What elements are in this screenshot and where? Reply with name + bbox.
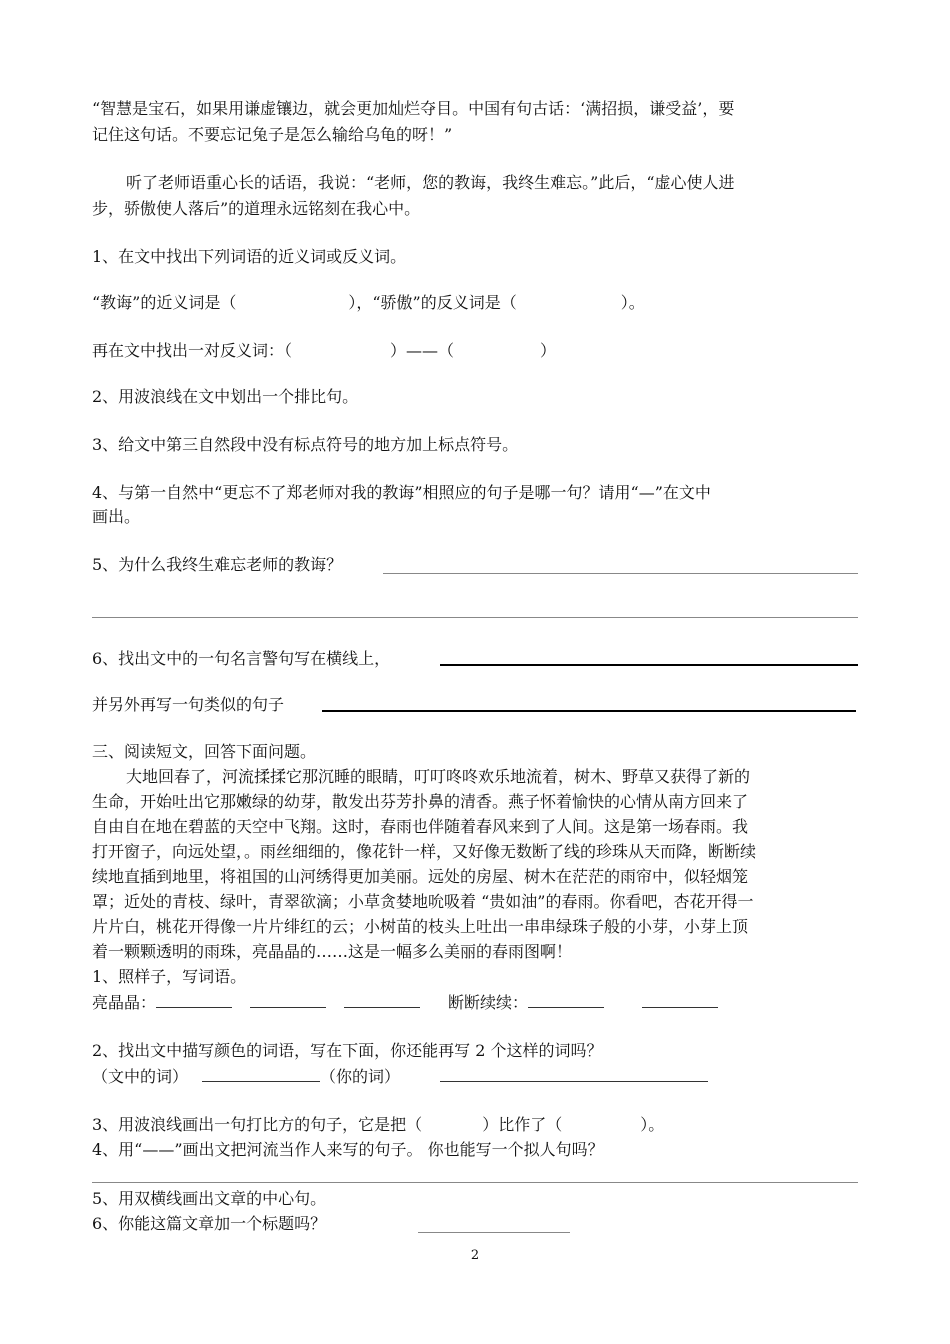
- q1a-text-1: “教诲”的近义词是（: [92, 293, 237, 312]
- blank-aab-1[interactable]: [156, 991, 232, 1008]
- q1a-text-3: ）。: [620, 293, 645, 312]
- s3-question-1: 1、照样子，写词语。: [92, 967, 247, 986]
- page-number: 2: [470, 1248, 480, 1263]
- q1b-text-1: 再在文中找出一对反义词：（: [92, 341, 293, 360]
- passage-line-7: 片片白，桃花开得像一片片绯红的云；小树苗的枝头上吐出一串串绿珠子般的小芽，小芽上顶: [92, 917, 749, 936]
- paragraph-2-line-1: 听了老师语重心长的话语，我说：“老师，您的教诲，我终生难忘。”此后，“虚心使人进: [126, 173, 735, 192]
- answer-line-q5-2[interactable]: [92, 617, 858, 618]
- question-6-a: 6、找出文中的一句名言警句写在横线上，: [92, 649, 391, 668]
- s3-question-4: 4、用“——”画出文把河流当作人来写的句子。 你也能写一个拟人句吗？: [92, 1140, 604, 1159]
- question-2: 2、用波浪线在文中划出一个排比句。: [92, 387, 359, 406]
- blank-aabb-1[interactable]: [528, 991, 604, 1008]
- s3-q3-text-3: ）。: [640, 1115, 665, 1134]
- q1b-text-3: ）: [540, 341, 557, 360]
- passage-line-6: 罩；近处的青枝、绿叶，青翠欲滴；小草贪婪地吮吸着 “贵如油”的春雨。你看吧，杏花开得一: [92, 892, 754, 911]
- answer-line-title[interactable]: [418, 1232, 570, 1233]
- label-your-words: （你的词）: [320, 1067, 401, 1086]
- passage-line-3: 自由自在地在碧蓝的天空中飞翔。这时，春雨也伴随着春风来到了人间。这是第一场春雨。我: [92, 817, 749, 836]
- question-3: 3、给文中第三自然段中没有标点符号的地方加上标点符号。: [92, 435, 519, 454]
- s3-question-5: 5、用双横线画出文章的中心句。: [92, 1189, 327, 1208]
- blank-aab-3[interactable]: [344, 991, 420, 1008]
- passage-line-4: 打开窗子，向远处望，。雨丝细细的，像花针一样，又好像无数断了线的珍珠从天而降，断断续: [92, 842, 757, 861]
- label-words-in-text: （文中的词）: [92, 1067, 189, 1086]
- blank-text-words[interactable]: [202, 1065, 320, 1082]
- section-3-title: 三、阅读短文，回答下面问题。: [92, 742, 317, 761]
- answer-line-q6-b[interactable]: [322, 710, 856, 712]
- passage-line-1: 大地回春了，河流揉揉它那沉睡的眼睛，叮叮咚咚欢乐地流着，树木、野草又获得了新的: [126, 767, 751, 786]
- s3-q3-text-2: ）比作了（: [482, 1115, 563, 1134]
- question-1-antonym-pair: [92, 340, 556, 362]
- question-1: 1、在文中找出下列词语的近义词或反义词。: [92, 247, 407, 266]
- passage-line-2: 生命，开始吐出它那嫩绿的幼芽，散发出芬芳扑鼻的清香。燕子怀着愉快的心情从南方回来了: [92, 792, 749, 811]
- example-duanduanxuxu: 断断续续：: [448, 993, 529, 1012]
- q1a-text-2: ），“骄傲”的反义词是（: [348, 293, 517, 312]
- answer-line-q6-a[interactable]: [440, 664, 858, 666]
- s3-question-6: 6、你能这篇文章加一个标题吗？: [92, 1214, 327, 1233]
- q1b-text-2: ）——（: [390, 341, 455, 360]
- s3-question-2-answers: [92, 1065, 708, 1088]
- question-4-line-1: 4、与第一自然中“更忘不了郑老师对我的教诲”相照应的句子是哪一句？请用“—”在文中: [92, 483, 711, 502]
- paragraph-2-line-2: 步，骄傲使人落后”的道理永远铭刻在我心中。: [92, 199, 421, 218]
- s3-question-3: [92, 1114, 664, 1136]
- answer-line-s3-q4[interactable]: [92, 1182, 858, 1183]
- question-6-b: 并另外再写一句类似的句子: [92, 695, 285, 714]
- s3-question-1-examples: [92, 991, 718, 1014]
- example-liangjingjing: 亮晶晶：: [92, 993, 157, 1012]
- question-5: 5、为什么我终生难忘老师的教诲？: [92, 555, 343, 574]
- passage-line-5: 续地直插到地里，将祖国的山河绣得更加美丽。远处的房屋、树木在茫茫的雨帘中，似轻烟笼: [92, 867, 749, 886]
- paragraph-1-line-2: 记住这句话。不要忘记兔子是怎么输给乌龟的呀！”: [92, 125, 453, 144]
- s3-q3-text-1: 3、用波浪线画出一句打比方的句子，它是把（: [92, 1115, 423, 1134]
- passage-line-8: 着一颗颗透明的雨珠，亮晶晶的……这是一幅多么美丽的春雨图啊！: [92, 942, 573, 961]
- blank-aabb-2[interactable]: [642, 991, 718, 1008]
- question-4-line-2: 画出。: [92, 507, 141, 526]
- paragraph-1-line-1: “智慧是宝石，如果用谦虚镶边，就会更加灿烂夺目。中国有句古话：‘满招损，谦受益’，要: [92, 99, 735, 118]
- blank-aab-2[interactable]: [250, 991, 326, 1008]
- blank-your-words[interactable]: [440, 1065, 708, 1082]
- s3-question-2: 2、找出文中描写颜色的词语，写在下面，你还能再写 2 个这样的词吗？: [92, 1041, 603, 1060]
- answer-line-q5-1[interactable]: [383, 573, 858, 574]
- question-1-synonym-antonym: [92, 292, 645, 314]
